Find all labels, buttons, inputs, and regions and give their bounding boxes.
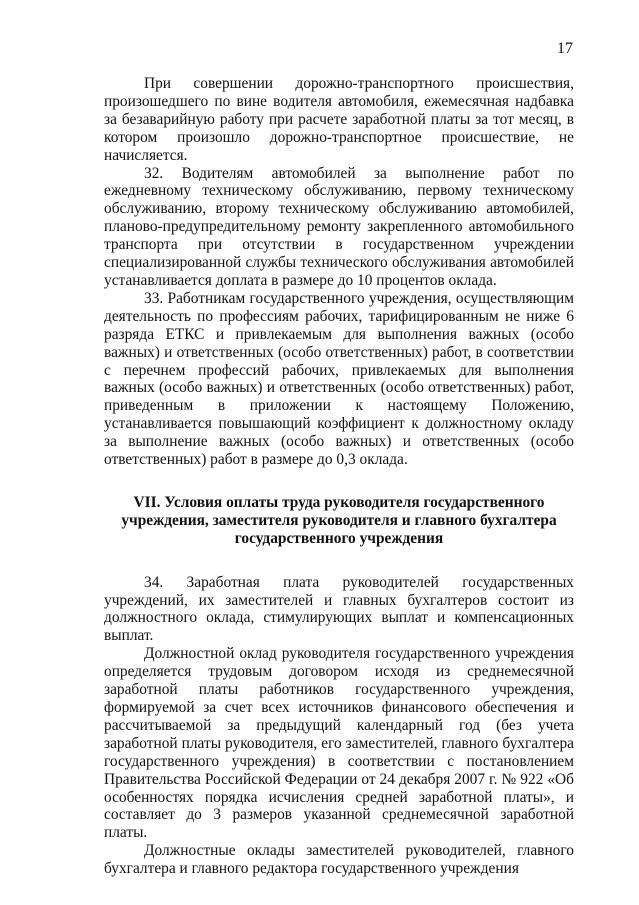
section-heading-line-1: VII. Условия оплаты труда руководителя государственного [133, 493, 545, 511]
paragraph-34: 34. Заработная плата руководителей государственных учреждений, их заместителей и главных бухгалтеров состоит из должностного оклада, стимулирующих выплат и компенсационных выплат. [104, 573, 574, 645]
section-heading-line-2: учреждения, заместителя руководителя и главного бухгалтера [121, 511, 557, 529]
paragraph-32: 32. Водителям автомобилей за выполнение работ по ежедневному техническому обслуживанию, первому техническому обслуживанию, второму техническому обслуживанию автомобилей, планово-предупредительному ремонту закрепленного автомобильного транспорта при отсутствии в государственном учреждении специализированной службы технического обслуживания автомобилей устанавливается доплата в размере до 10 процентов оклада. [104, 164, 574, 289]
section-heading-line-3: государственного учреждения [234, 529, 444, 547]
page-number: 17 [557, 40, 573, 57]
paragraph-director-salary: Должностной оклад руководителя государственного учреждения определяется трудовым договором исходя из среднемесячной заработной платы работников государственного учреждения, формируемой за счет всех источников финансового обеспечения и рассчитываемой за предыдущий календарный год (без учета заработной платы руководителя, его заместителей, главного бухгалтера государственного учреждения) в соответствии с постановлением Правительства Российской Федерации от 24 декабря 2007 г. № 922 «Об особенностях порядка исчисления средней заработной платы», и составляет до 3 размеров указанной среднемесячной заработной платы. [104, 645, 574, 842]
paragraph-33: 33. Работникам государственного учреждения, осуществляющим деятельность по профессиям рабочих, тарифицированным не ниже 6 разряда ЕТКС и привлекаемым для выполнения важных (особо важных) и ответственных (особо ответственных) работ, в соответствии с перечнем профессий рабочих, привлекаемых для выполнения важных (особо важных) и ответственных (особо ответственных) работ, приведенным в приложении к настоящему Положению, устанавливается повышающий коэффициент к должностному окладу за выполнение важных (особо важных) и ответственных (особо ответственных) работ в размере до 0,3 оклада. [104, 289, 574, 469]
section-heading-vii [104, 494, 574, 548]
paragraph-deputies-salary: Должностные оклады заместителей руководителей, главного бухгалтера и главного редактора государственного учреждения [104, 842, 574, 878]
paragraph-accident-bonus: При совершении дорожно-транспортного происшествия, произошедшего по вине водителя автомобиля, ежемесячная надбавка за безаварийную работу при расчете заработной платы за тот месяц, в котором произошло дорожно-транспортное происшествие, не начисляется. [104, 75, 574, 164]
document-body [104, 75, 574, 878]
